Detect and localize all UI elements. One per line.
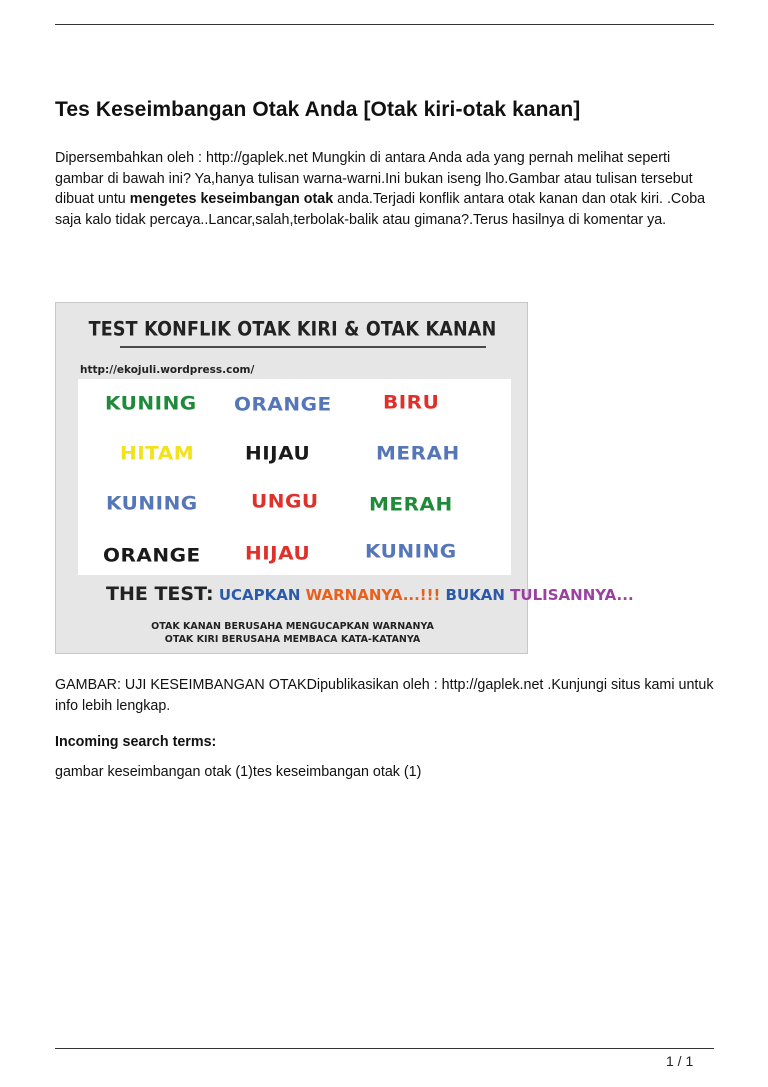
word-panel (78, 379, 511, 575)
figure-note-left-brain: OTAK KIRI BERUSAHA MEMBACA KATA-KATANYA (164, 634, 421, 645)
figure-note-right-brain: OTAK KANAN BERUSAHA MENGUCAPKAN WARNANYA (151, 621, 434, 632)
color-word: MERAH (369, 492, 453, 516)
image-caption: GAMBAR: UJI KESEIMBANGAN OTAKDipublikasikan oleh : http://gaplek.net .Kunjungi situs kami untuk info lebih lengkap. (55, 677, 714, 714)
bottom-rule (55, 1048, 714, 1049)
figure-title: TEST KONFLIK OTAK KIRI & OTAK KANAN (88, 318, 497, 342)
color-word: ORANGE (103, 543, 201, 567)
test-part-ucapkan: UCAPKAN (213, 586, 306, 604)
intro-text-start: Dipersembahkan oleh : http://gaplek.net Mungkin di antara Anda ada yang pernah melihat seperti gambar di bawah ini? Ya,hanya tulisan warna-warni.Ini bukan iseng lho.Gambar atau tulisan tersebut dibuat untu (55, 150, 693, 207)
intro-text-end: anda.Terjadi konflik antara otak kanan dan otak kiri. .Coba saja kalo tidak percaya..Lancar,salah,terbolak-balik atau gimana?.Terus hasilnya di komentar ya. (55, 191, 706, 228)
color-word: HIJAU (245, 441, 311, 465)
intro-bold-text: mengetes keseimbangan otak (129, 191, 334, 207)
test-part-bukan: BUKAN (440, 586, 511, 604)
figure-title-underline (120, 346, 486, 348)
top-rule (55, 24, 714, 25)
color-word: UNGU (251, 489, 319, 513)
test-label: THE TEST: (106, 583, 214, 605)
color-word: ORANGE (234, 392, 332, 416)
page-number: 1 / 1 (666, 1053, 694, 1069)
color-word: HIJAU (245, 541, 311, 565)
color-word: KUNING (105, 391, 197, 415)
search-terms-heading: Incoming search terms: (55, 734, 217, 750)
search-terms-list: gambar keseimbangan otak (1)tes keseimbangan otak (1) (55, 764, 422, 780)
color-word: HITAM (120, 441, 195, 465)
color-word: MERAH (376, 441, 460, 465)
test-part-tulisannya: TULISANNYA... (510, 586, 634, 604)
document-title: Tes Keseimbangan Otak Anda [Otak kiri-otak kanan] (55, 98, 581, 121)
color-word: KUNING (365, 539, 457, 563)
test-instruction (106, 583, 634, 605)
color-test-image (55, 302, 634, 654)
test-part-warnanya: WARNANYA...!!! (305, 586, 441, 604)
figure-url: http://ekojuli.wordpress.com/ (80, 364, 255, 376)
intro-paragraph (55, 148, 719, 230)
color-word: BIRU (383, 390, 440, 414)
color-word: KUNING (106, 491, 198, 515)
